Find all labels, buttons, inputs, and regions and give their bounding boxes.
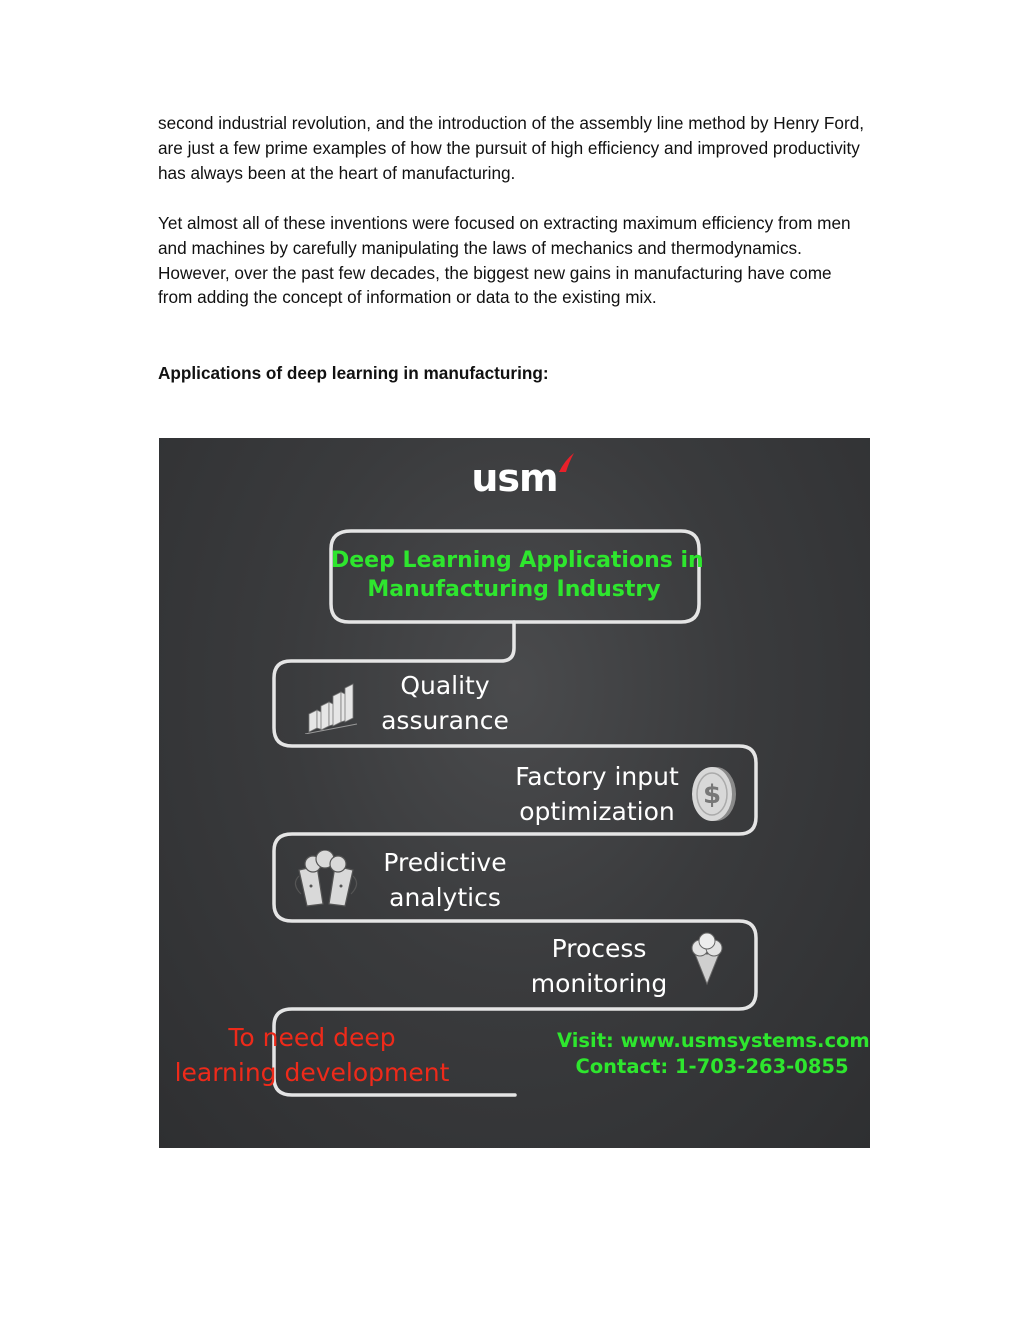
paragraph-inventions: Yet almost all of these inventions were focused on extracting maximum efficiency from men and machines by carefully manipulating the laws of mechanics and thermodynamics. However, over the past few decades, the biggest new gains in manufacturing have come from adding the concept of information or data to the existing mix. [158,213,851,308]
step-predictive-analytics: Predictive analytics [383,848,507,912]
paragraph-industrial-revolution: second industrial revolution, and the introduction of the assembly line method by Henry Ford, are just a few prime examples of how the pursuit of high efficiency and improved productivity has always been at the heart of manufacturing. [158,113,865,183]
infographic-image [159,438,870,1148]
dollar-coin-icon [689,764,739,824]
step-process-monitoring: Process monitoring [530,934,668,998]
step-quality-assurance: Quality assurance [381,671,509,735]
ice-cream-icon [687,932,727,986]
contact-info [557,1028,870,1080]
logo-swoosh-icon [557,452,575,474]
contact-phone: Contact: 1-703-263-0855 [575,1055,849,1078]
usm-logo: usm [471,456,558,500]
svg-text:$: $ [702,780,722,810]
website-link[interactable]: Visit: www.usmsystems.com [557,1029,870,1052]
cta-deep-learning-development: To need deep learning development [174,1023,450,1087]
step-factory-input-optimization: Factory input optimization [515,762,679,826]
infographic-title: Deep Learning Applications in Manufacturing Industry [331,548,704,602]
section-heading: Applications of deep learning in manufacturing: [158,363,549,383]
